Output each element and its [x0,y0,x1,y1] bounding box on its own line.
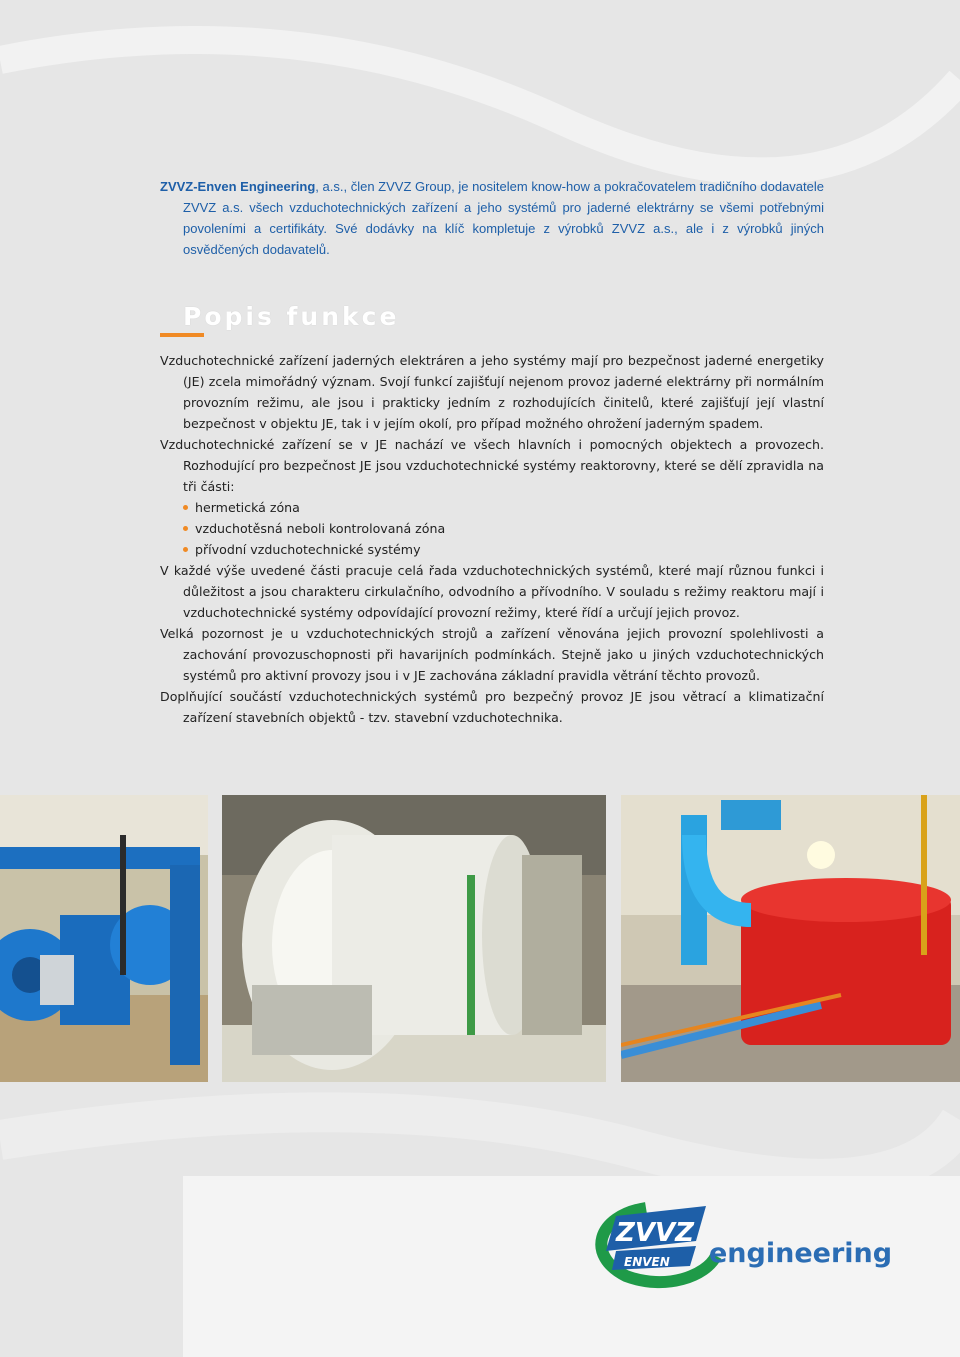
section-heading [160,302,824,340]
body-paragraph: V každé výše uvedené části pracuje celá řada vzduchotechnických systémů, které mají různou funkci i důležitost a jsou charakteru cirkulačního, odvodního a přívodního. V souladu s režimy reaktoru mají i vzduchotechnické systémy odpovídající provozní režimy, které řídí a určují jejich provoz. [160,563,824,620]
logo-mark-top: ZVVZ [616,1218,694,1248]
body-paragraph: Doplňující součástí vzduchotechnických systémů pro bezpečný provoz JE jsou větrací a klimatizační zařízení stavebních objektů - tzv. stavební vzduchotechnika. [160,689,824,725]
bullet-dot-icon [183,547,188,552]
list-item: vzduchotěsná neboli kontrolovaná zóna [183,518,824,539]
photo-red-tank [621,795,960,1082]
photo-white-duct [222,795,606,1082]
text-content [160,176,824,728]
company-name: ZVVZ-Enven Engineering [160,179,316,194]
list-item: hermetická zóna [183,497,824,518]
body-paragraph: Vzduchotechnické zařízení se v JE nachází ve všech hlavních i pomocných objektech a provozech. Rozhodující pro bezpečnost JE jsou vzduchotechnické systémy reaktorovny, které se dělí zpravidla na tři části: [160,437,824,494]
bullet-dot-icon [183,526,188,531]
title-accent-bar [160,333,204,337]
section-title: Popis funkce [183,302,400,331]
list-item: přívodní vzduchotechnické systémy [183,539,824,560]
body-paragraph: Velká pozornost je u vzduchotechnických strojů a zařízení věnována jejich provozní spolehlivosti a zachování provozuschopnosti při havarijních podmínkách. Stejně jako u jiných vzduchotechnických systémů pro aktivní provozy jsou i v JE zachována základní pravidla větrání těchto provozů. [160,626,824,683]
section-body [160,350,824,728]
photo-blue-fans [0,795,208,1082]
logo-word: engineering [709,1238,893,1269]
zone-list [160,497,824,560]
body-paragraph: Vzduchotechnické zařízení jaderných elektráren a jeho systémy mají pro bezpečnost jaderné energetiky (JE) zcela mimořádný význam. Svojí funkcí zajišťují nejenom provoz jaderné elektrárny při normálním provozním režimu, ale jsou i prakticky jedním z rozhodujících činitelů, které zajišťují její vlastní bezpečnost v objektu JE, tak i v jejím okolí, pro případ možného ohrožení jaderným spadem. [160,353,824,431]
intro-paragraph [160,176,824,260]
bullet-dot-icon [183,505,188,510]
logo-mark-bottom: ENVEN [624,1255,670,1269]
intro-text: , a.s., člen ZVVZ Group, je nositelem know-how a pokračovatelem tradičního dodavatele ZVVZ a.s. všech vzduchotechnických zařízení a jeho systémů pro jaderné elektrárny se všemi potřebnými povoleními a certifikáty. Své dodávky na klíč kompletuje z výrobků ZVVZ a.s., ale i z výrobků jiných osvědčených dodavatelů. [183,179,824,257]
